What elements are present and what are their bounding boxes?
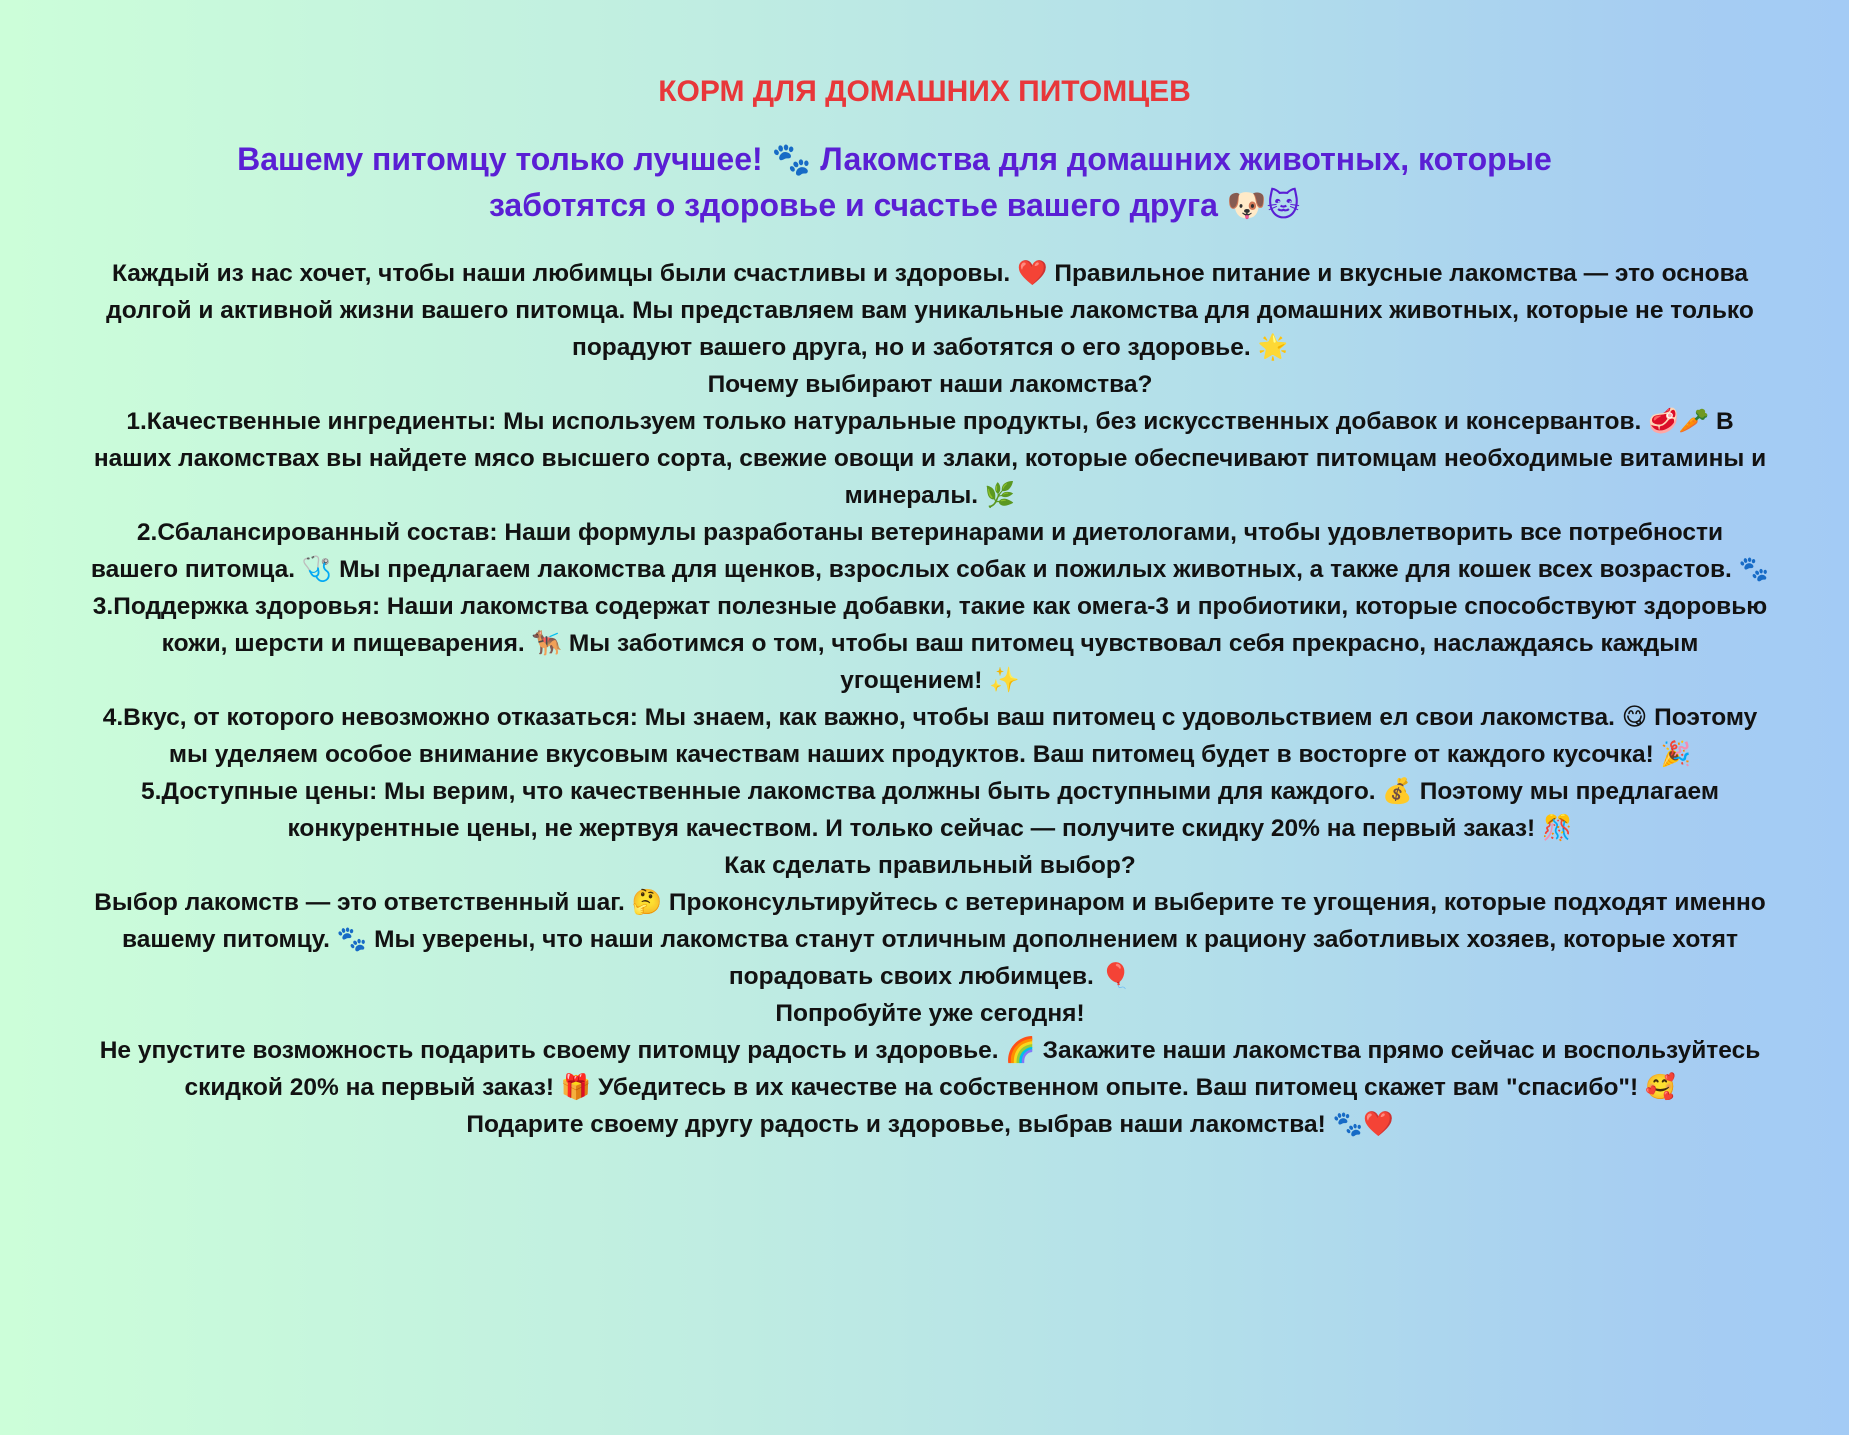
- page-title: КОРМ ДЛЯ ДОМАШНИХ ПИТОМЦЕВ: [658, 75, 1191, 108]
- choice-paragraph: Выбор лакомств — это ответственный шаг. 🤔 Проконсультируйтесь с ветеринаром и выберите те угощения, которые подходят именно вашему питомцу. 🐾 Мы уверены, что наши лакомства станут отличным дополнением к рациону заботливых хозяев, которые хотят порадовать своих любимцев. 🎈: [94, 889, 1766, 990]
- page-subtitle: Вашему питомцу только лучшее! 🐾 Лакомства для домашних животных, которые заботятся о здоровье и счастье вашего друга 🐶🐱: [237, 141, 1552, 223]
- point-1-ingredients: 1.Качественные ингредиенты: Мы используем только натуральные продукты, без искусственных добавок и консервантов. 🥩🥕 В наших лакомствах вы найдете мясо высшего сорта, свежие овощи и злаки, которые обеспечивают питомцам необходимые витамины и минералы. 🌿: [93, 408, 1767, 509]
- closing-line: Подарите своему другу радость и здоровье, выбрав наши лакомства! 🐾❤️: [466, 1111, 1394, 1138]
- point-2-balanced: 2.Сбалансированный состав: Наши формулы разработаны ветеринарами и диетологами, чтобы удовлетворить все потребности вашего питомца. 🩺 Мы предлагаем лакомства для щенков, взрослых собак и пожилых животных, а также для кошек всех возрастов. 🐾: [90, 519, 1770, 583]
- choice-heading: Как сделать правильный выбор?: [724, 852, 1136, 879]
- why-heading: Почему выбирают наши лакомства?: [707, 371, 1153, 398]
- try-heading: Попробуйте уже сегодня!: [775, 1000, 1085, 1027]
- intro-paragraph: Каждый из нас хочет, чтобы наши любимцы были счастливы и здоровы. ❤️ Правильное питание и вкусные лакомства — это основа долгой и активной жизни вашего питомца. Мы представляем вам уникальные лакомства для домашних животных, которые не только порадуют вашего друга, но и заботятся о его здоровье. 🌟: [106, 260, 1754, 361]
- point-3-health: 3.Поддержка здоровья: Наши лакомства содержат полезные добавки, такие как омега-3 и пробиотики, которые способствуют здоровью кожи, шерсти и пищеварения. 🐕‍🦺 Мы заботимся о том, чтобы ваш питомец чувствовал себя прекрасно, наслаждаясь каждым угощением! ✨: [92, 593, 1768, 694]
- cta-paragraph: Не упустите возможность подарить своему питомцу радость и здоровье. 🌈 Закажите наши лакомства прямо сейчас и воспользуйтесь скидкой 20% на первый заказ! 🎁 Убедитесь в их качестве на собственном опыте. Ваш питомец скажет вам "спасибо"! 🥰: [99, 1037, 1761, 1101]
- body-text: [90, 255, 1770, 1143]
- point-4-taste: 4.Вкус, от которого невозможно отказаться: Мы знаем, как важно, чтобы ваш питомец с удовольствием ел свои лакомства. 😋 Поэтому мы уделяем особое внимание вкусовым качествам наших продуктов. Ваш питомец будет в восторге от каждого кусочка! 🎉: [102, 704, 1758, 768]
- point-5-prices: 5.Доступные цены: Мы верим, что качественные лакомства должны быть доступными для каждого. 💰 Поэтому мы предлагаем конкурентные цены, не жертвуя качеством. И только сейчас — получите скидку 20% на первый заказ! 🎊: [141, 778, 1719, 842]
